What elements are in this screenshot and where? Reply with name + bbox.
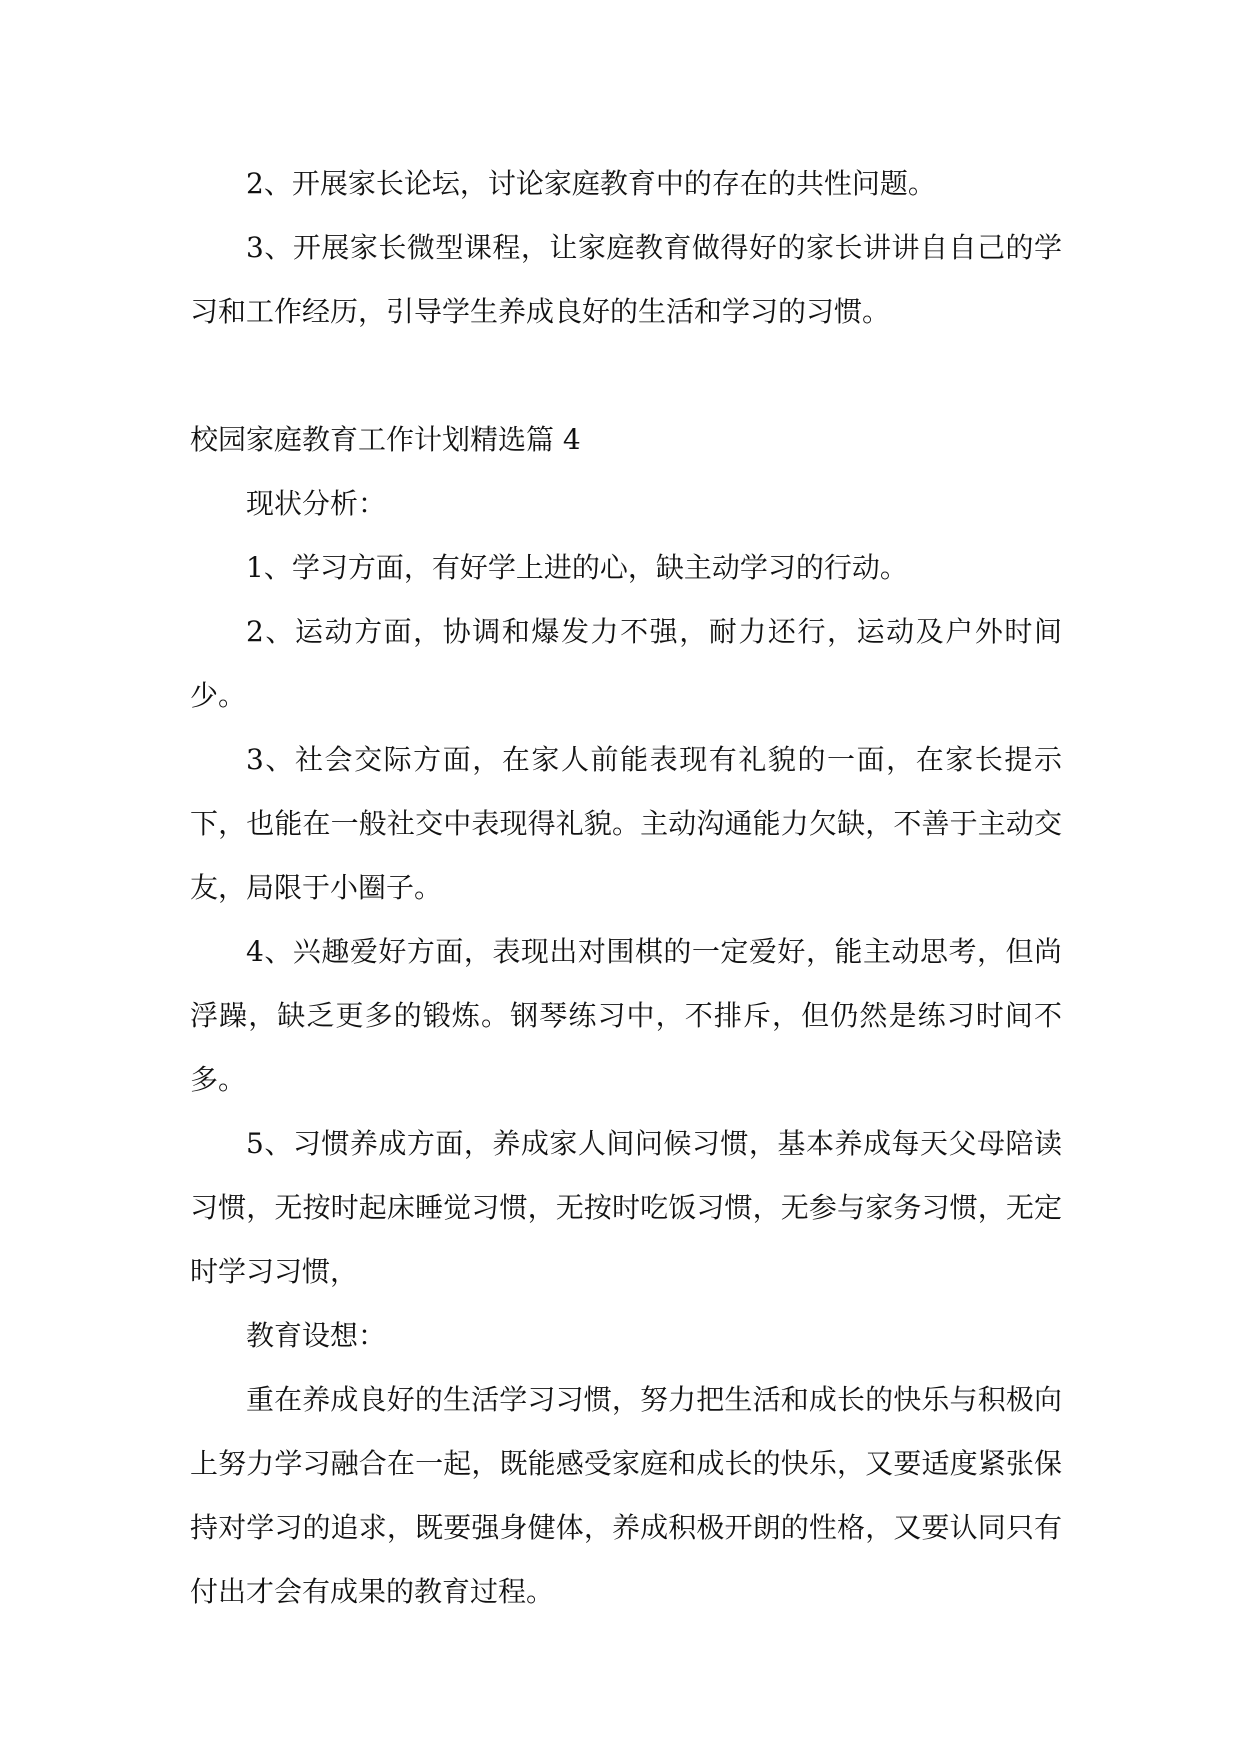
paragraph-sports: 2、运动方面，协调和爆发力不强，耐力还行，运动及户外时间少。 xyxy=(190,615,1062,712)
paragraph-status-heading: 现状分析： xyxy=(246,487,387,520)
paragraph-vision: 重在养成良好的生活学习习惯，努力把生活和成长的快乐与积极向上努力学习融合在一起，既能感受家庭和成长的快乐，又要适度紧张保持对学习的追求，既要强身健体，养成积极开朗的性格，又要认同只有付出才会有成果的教育过程。 xyxy=(190,1383,1062,1608)
paragraph-micro-course: 3、开展家长微型课程，让家庭教育做得好的家长讲讲自自己的学习和工作经历，引导学生养成良好的生活和学习的习惯。 xyxy=(190,231,1062,328)
paragraph-vision-heading: 教育设想： xyxy=(246,1319,387,1352)
paragraph-habits: 5、习惯养成方面，养成家人间问候习惯，基本养成每天父母陪读习惯，无按时起床睡觉习惯，无按时吃饭习惯，无参与家务习惯，无定时学习习惯， xyxy=(190,1127,1062,1288)
paragraph-social: 3、社会交际方面，在家人前能表现有礼貌的一面，在家长提示下，也能在一般社交中表现得礼貌。主动沟通能力欠缺，不善于主动交友，局限于小圈子。 xyxy=(190,743,1062,904)
paragraph-study: 1、学习方面，有好学上进的心，缺主动学习的行动。 xyxy=(246,551,908,584)
section-gap xyxy=(190,344,1062,408)
section-title: 校园家庭教育工作计划精选篇 4 xyxy=(190,423,581,456)
paragraph-hobbies: 4、兴趣爱好方面，表现出对围棋的一定爱好，能主动思考，但尚浮躁，缺乏更多的锻炼。钢琴练习中，不排斥，但仍然是练习时间不多。 xyxy=(190,935,1062,1096)
document-body xyxy=(190,152,1062,1624)
paragraph-forum: 2、开展家长论坛，讨论家庭教育中的存在的共性问题。 xyxy=(246,167,936,200)
